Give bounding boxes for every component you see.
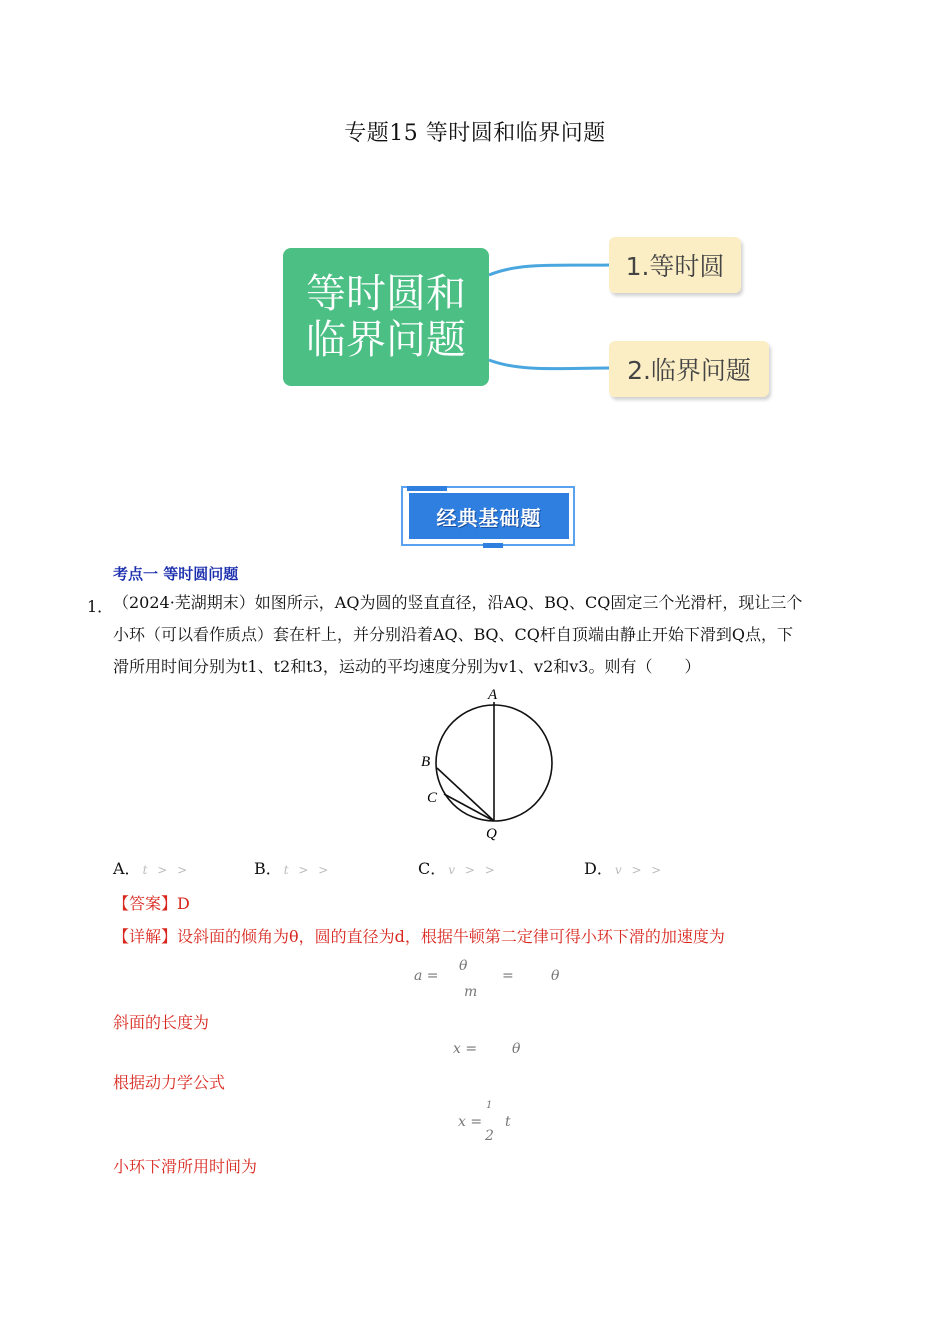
option-c-label: C． xyxy=(418,859,447,878)
banner-accent-top xyxy=(407,486,447,491)
mindmap-node-isochronous-circle: 1.等时圆 xyxy=(609,237,741,293)
connector-node2 xyxy=(489,360,609,369)
question-line3: 滑所用时间分别为t1、t2和t3，运动的平均速度分别为v1、v2和v3。则有（ ） xyxy=(113,657,701,676)
label-b: B xyxy=(421,754,431,770)
option-c xyxy=(418,856,498,879)
question-number: 1． xyxy=(87,597,114,616)
connector-node1 xyxy=(489,265,609,275)
option-a-expr: t > > xyxy=(142,863,191,877)
section-banner xyxy=(401,486,577,550)
text-incline-length: 斜面的长度为 xyxy=(113,1013,210,1032)
eq1-denominator: m xyxy=(464,984,478,1000)
option-a xyxy=(113,856,190,879)
mindmap-root xyxy=(283,248,489,386)
eq1-equals: = xyxy=(502,968,514,984)
option-d-expr: v > > xyxy=(614,863,665,877)
question-text xyxy=(113,587,865,683)
label-q: Q xyxy=(486,826,497,842)
question-line1: （2024·芜湖期末）如图所示，AQ为圆的竖直直径，沿AQ、BQ、CQ固定三个光滑杆，现让三个 xyxy=(113,593,803,612)
option-a-label: A． xyxy=(113,859,141,878)
option-c-expr: v > > xyxy=(448,863,498,877)
answer: 【答案】D xyxy=(113,894,190,913)
eq3-lhs: x = xyxy=(458,1114,483,1130)
text-slide-time: 小环下滑所用时间为 xyxy=(113,1157,258,1176)
label-c: C xyxy=(427,790,438,806)
circle-diagram xyxy=(410,682,570,842)
option-d-label: D． xyxy=(584,859,613,878)
eq1-lhs: a = xyxy=(414,968,439,984)
eq1-numerator: θ xyxy=(459,958,468,974)
eq2-lhs: x = xyxy=(453,1041,478,1057)
text-kinematics: 根据动力学公式 xyxy=(113,1073,226,1092)
option-b-label: B． xyxy=(254,859,282,878)
detail-intro: 【详解】设斜面的倾角为θ，圆的直径为d，根据牛顿第二定律可得小环下滑的加速度为 xyxy=(113,927,725,946)
eq3-numerator: 1 xyxy=(486,1100,493,1111)
eq3-denominator: 2 xyxy=(485,1128,494,1144)
page-title: 专题15 等时圆和临界问题 xyxy=(344,121,606,146)
option-b-expr: t > > xyxy=(283,863,332,877)
mindmap-root-line1: 等时圆和 xyxy=(306,271,466,317)
mindmap-root-line2: 临界问题 xyxy=(306,317,466,363)
label-a: A xyxy=(488,687,498,703)
option-d xyxy=(584,856,664,879)
eq1-rhs: θ xyxy=(551,968,560,984)
eq2-rhs: θ xyxy=(512,1041,521,1057)
option-b xyxy=(254,856,331,879)
mindmap-node-critical-problem: 2.临界问题 xyxy=(609,341,769,397)
question-line2: 小环（可以看作质点）套在杆上，并分别沿着AQ、BQ、CQ杆自顶端由静止开始下滑到Q点，下 xyxy=(113,625,794,644)
section-heading: 考点一 等时圆问题 xyxy=(113,565,239,583)
banner-accent-bottom xyxy=(483,543,503,548)
eq3-rhs: t xyxy=(505,1114,511,1130)
banner-label: 经典基础题 xyxy=(409,493,569,539)
